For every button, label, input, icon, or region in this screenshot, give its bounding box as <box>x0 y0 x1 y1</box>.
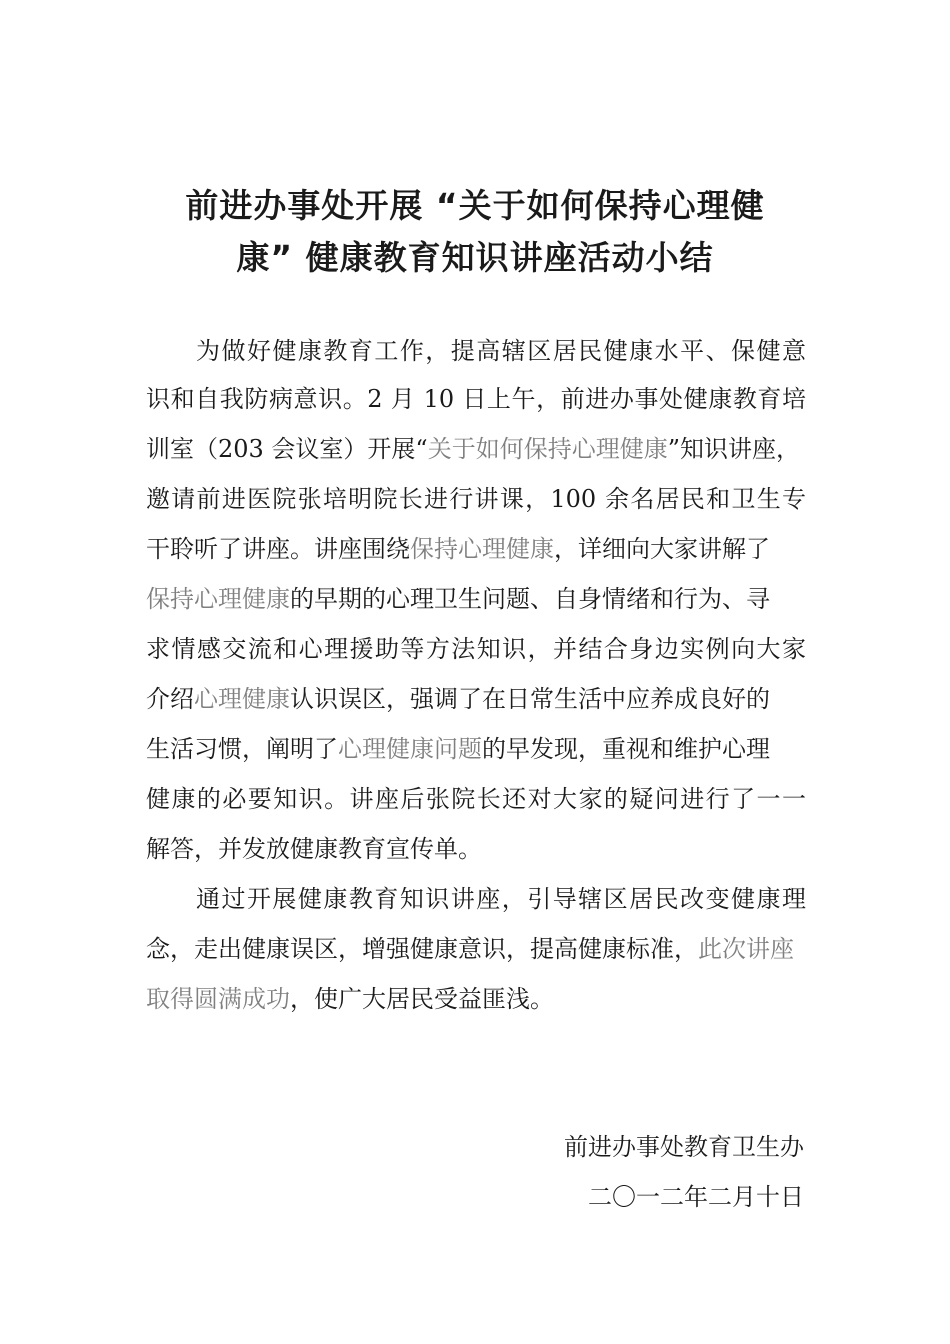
highlight-text: 此次讲座 <box>698 935 794 963</box>
highlight-text: 关于如何保持心理健康 <box>427 435 668 463</box>
paragraph-line: 求情感交流和心理援助等方法知识，并结合身边实例向大家 <box>146 635 806 663</box>
highlight-text: 保持心理健康 <box>410 535 554 563</box>
highlight-text: 保持心理健康 <box>146 585 290 613</box>
document-title-line-1: 前进办事处开展 “关于如何保持心理健 <box>185 186 765 225</box>
paragraph-line: 干聆听了讲座。讲座围绕保持心理健康，详细向大家讲解了 <box>146 535 770 563</box>
paragraph-line: 取得圆满成功，使广大居民受益匪浅。 <box>146 985 554 1013</box>
highlight-text: 取得圆满成功 <box>146 985 290 1013</box>
highlight-text: 心理健康 <box>194 685 290 713</box>
paragraph-line: 训室（203 会议室）开展“关于如何保持心理健康”知识讲座， <box>146 435 800 463</box>
paragraph-line: 生活习惯，阐明了心理健康问题的早发现，重视和维护心理 <box>146 735 770 763</box>
paragraph-line: 保持心理健康的早期的心理卫生问题、自身情绪和行为、寻 <box>146 585 770 613</box>
document-title-line-2: 康” 健康教育知识讲座活动小结 <box>236 238 714 277</box>
paragraph-line: 介绍心理健康认识误区，强调了在日常生活中应养成良好的 <box>146 685 770 713</box>
paragraph-line: 为做好健康教育工作，提高辖区居民健康水平、保健意 <box>196 337 806 365</box>
paragraph-line: 通过开展健康教育知识讲座，引导辖区居民改变健康理 <box>196 885 806 913</box>
signature-date: 二〇一二年二月十日 <box>588 1183 804 1211</box>
highlight-text: 心理健康问题 <box>338 735 482 763</box>
paragraph-line: 解答，并发放健康教育宣传单。 <box>146 835 482 863</box>
paragraph-line: 念，走出健康误区，增强健康意识，提高健康标准，此次讲座 <box>146 935 794 963</box>
paragraph-line: 识和自我防病意识。2 月 10 日上午，前进办事处健康教育培 <box>146 385 806 413</box>
paragraph-line: 健康的必要知识。讲座后张院长还对大家的疑问进行了一一 <box>146 785 806 813</box>
signature-organization: 前进办事处教育卫生办 <box>564 1133 804 1161</box>
paragraph-line: 邀请前进医院张培明院长进行讲课，100 余名居民和卫生专 <box>146 485 806 513</box>
